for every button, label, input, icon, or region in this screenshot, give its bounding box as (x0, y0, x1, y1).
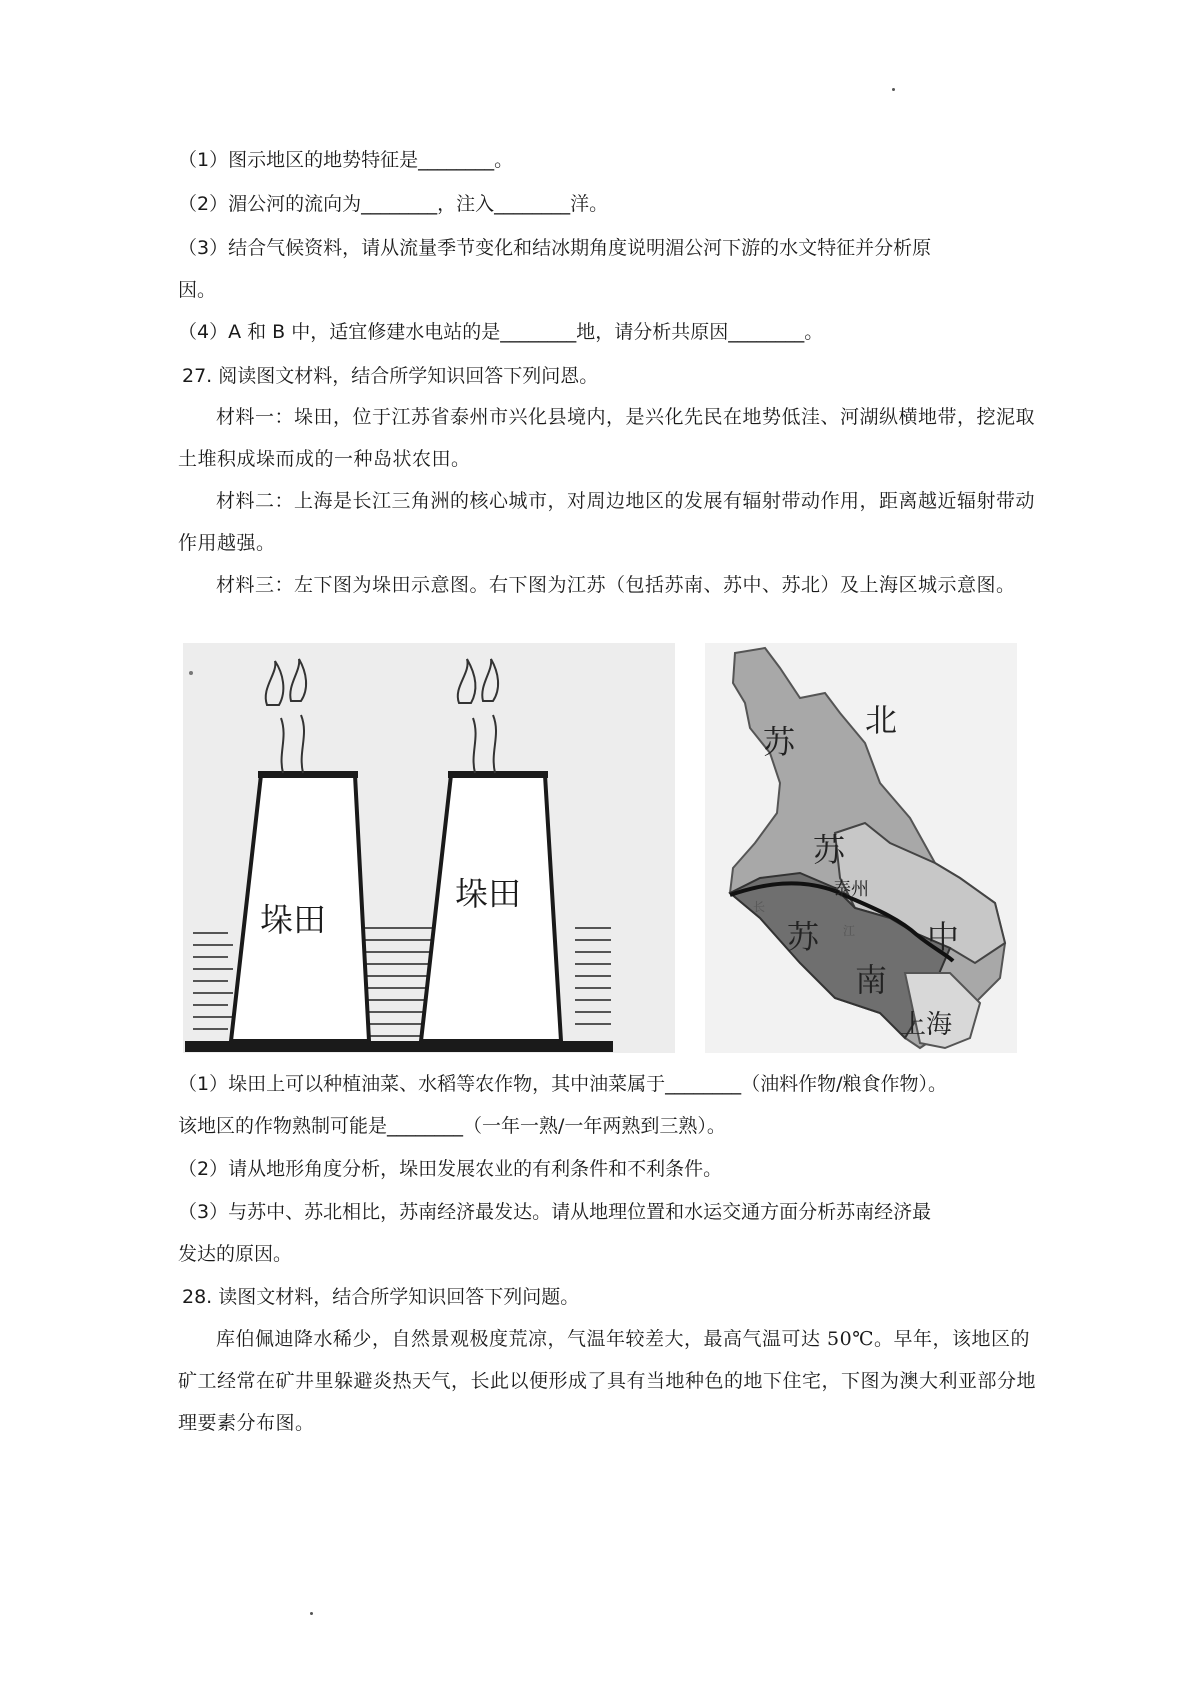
q26-part3-line1: （3）结合气候资料，请从流量季节变化和结冰期角度说明湄公河下游的水文特征并分析原 (178, 237, 932, 259)
q27-material2: 材料二：上海是长江三角洲的核心城市，对周边地区的发展有辐射带动作用，距离越近辐射带动作用越强。 (178, 490, 1036, 554)
map-label-sunan-1: 苏 (787, 918, 820, 956)
map-label-subei-2: 北 (865, 701, 898, 739)
duotian-label-left: 垛田 (260, 900, 326, 939)
q27-material1: 材料一：垛田，位于江苏省泰州市兴化县境内，是兴化先民在地势低洼、河湖纵横地带，挖泥取土堆积成垛而成的一种岛状农田。 (178, 406, 1036, 470)
scan-dot (310, 1612, 313, 1615)
q28-material: 库伯佩迪降水稀少，自然景观极度荒凉，气温年较差大，最高气温可达 50℃。早年，该地区的矿工经常在矿井里躲避炎热天气，长此以便形成了具有当地种色的地下住宅，下图为澳大利亚部分地理要素分布图。 (178, 1328, 1037, 1434)
map-label-shanghai: 上海 (900, 1010, 953, 1040)
map-label-subei-1: 苏 (763, 723, 796, 761)
q27-material3: 材料三：左下图为垛田示意图。右下图为江苏（包括苏南、苏中、苏北）及上海区城示意图。 (216, 574, 1016, 596)
map-label-suzhong-2: 中 (927, 918, 960, 956)
scan-dot (892, 88, 895, 91)
duotian-label-right: 垛田 (455, 874, 521, 913)
q27-part2: （2）请从地形角度分析，垛田发展农业的有利条件和不利条件。 (178, 1158, 723, 1180)
map-label-suzhong-1: 苏 (813, 831, 846, 869)
duotian-diagram (183, 643, 675, 1053)
map-label-chang: 长 (753, 900, 766, 914)
jiangsu-map (705, 643, 1017, 1053)
q28-stem: 28. 读图文材料，结合所学知识回答下列问题。 (182, 1286, 580, 1308)
q26-part2: （2）湄公河的流向为________，注入________洋。 (178, 193, 609, 215)
q26-part4: （4）A 和 B 中，适宜修建水电站的是________地，请分析共原因________。 (178, 321, 824, 343)
map-label-sunan-2: 南 (855, 961, 888, 999)
q27-part1-line2: 该地区的作物熟制可能是________（一年一熟/一年两熟到三熟）。 (178, 1115, 726, 1137)
q27-part3-line1: （3）与苏中、苏北相比，苏南经济最发达。请从地理位置和水运交通方面分析苏南经济最 (178, 1201, 932, 1223)
map-label-taizhou: 泰州 (833, 879, 869, 900)
q26-part1: （1）图示地区的地势特征是________。 (178, 149, 514, 171)
q26-part3-line2: 因。 (178, 279, 217, 301)
map-label-jiang: 江 (843, 924, 856, 938)
q27-stem: 27. 阅读图文材料，结合所学知识回答下列问恩。 (182, 365, 599, 387)
q27-part3-line2: 发达的原因。 (178, 1243, 293, 1265)
q27-part1-line1: （1）垛田上可以种植油菜、水稻等农作物，其中油菜属于________（油料作物/粮食作物）。 (178, 1073, 947, 1095)
